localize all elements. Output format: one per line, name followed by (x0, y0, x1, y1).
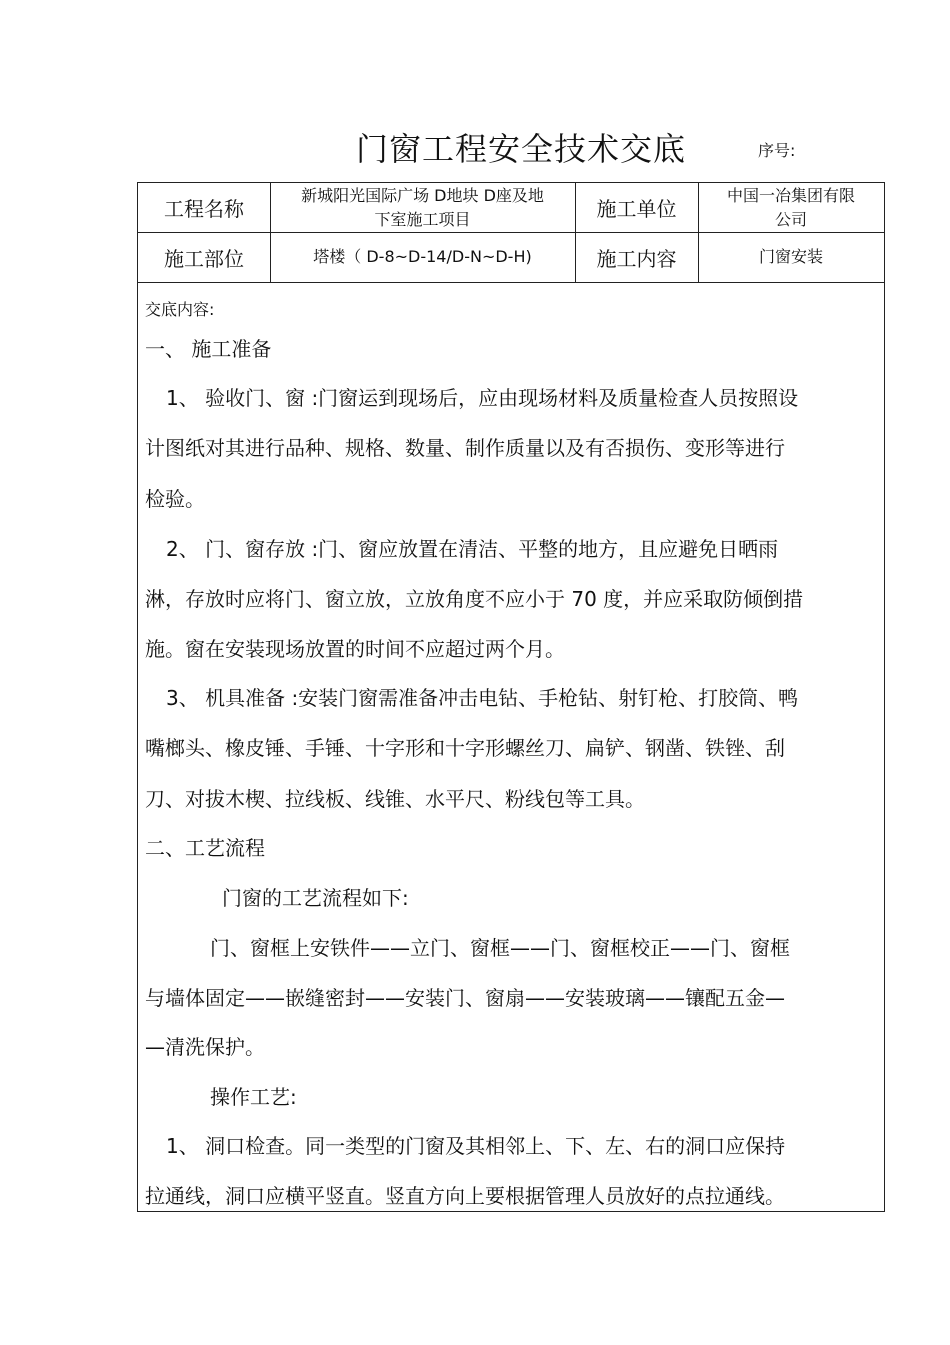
construction-content-value (698, 232, 884, 282)
serial-number-label: 序号: (758, 141, 796, 160)
construction-content-label-text: 施工内容 (596, 246, 677, 271)
subheading-operation: 操作工艺: (210, 1085, 297, 1109)
project-name-value (270, 183, 575, 232)
construction-unit-value (698, 183, 884, 232)
paragraph-line: 拉通线，洞口应横平竖直。竖直方向上要根据管理人员放好的点拉通线。 (145, 1184, 785, 1208)
section-heading-process: 二、工艺流程 (145, 836, 265, 860)
construction-content-label (575, 232, 698, 282)
paragraph-line: 刀、对拔木楔、拉线板、线锥、水平尺、粉线包等工具。 (145, 787, 645, 811)
project-name-line-2: 下室施工项目 (374, 209, 471, 229)
paragraph-line: 嘴榔头、橡皮锤、手锤、十字形和十字形螺丝刀、扁铲、钢凿、铁锉、刮 (145, 736, 785, 760)
row-divider (138, 282, 884, 283)
construction-location-text: 塔楼（ D-8~D-14/D-N~D-H) (313, 247, 532, 266)
construction-unit-label (575, 183, 698, 232)
paragraph-line: 门窗的工艺流程如下: (222, 886, 409, 910)
construction-location-value (270, 232, 575, 282)
project-name-label (138, 183, 270, 232)
project-name-label-text: 工程名称 (164, 197, 244, 221)
document-title: 门窗工程安全技术交底 (356, 130, 687, 168)
construction-unit-line-2: 公司 (774, 209, 807, 229)
construction-location-label (138, 232, 270, 282)
construction-unit-label-text: 施工单位 (596, 197, 677, 221)
paragraph-line: 1、 验收门、窗 :门窗运到现场后，应由现场材料及质量检查人员按照设 (166, 386, 799, 410)
paragraph-line: 与墙体固定——嵌缝密封——安装门、窗扇——安装玻璃——镶配五金— (145, 986, 785, 1010)
paragraph-line: 2、 门、窗存放 :门、窗应放置在清洁、平整的地方，且应避免日晒雨 (166, 537, 779, 561)
construction-content-text: 门窗安装 (758, 247, 823, 266)
paragraph-line: 门、窗框上安铁件——立门、窗框——门、窗框校正——门、窗框 (210, 936, 790, 960)
paragraph-line: 施。窗在安装现场放置的时间不应超过两个月。 (145, 637, 565, 661)
paragraph-line: 1、 洞口检查。同一类型的门窗及其相邻上、下、左、右的洞口应保持 (166, 1134, 786, 1158)
project-name-line-1: 新城阳光国际广场 D地块 D座及地 (301, 185, 544, 205)
construction-location-label-text: 施工部位 (164, 246, 244, 271)
content-heading: 交底内容: (145, 300, 215, 319)
paragraph-line: —清洗保护。 (145, 1035, 265, 1059)
paragraph-line: 计图纸对其进行品种、规格、数量、制作质量以及有否损伤、变形等进行 (145, 436, 785, 460)
paragraph-line: 3、 机具准备 :安装门窗需准备冲击电钻、手枪钻、射钉枪、打胶筒、鸭 (166, 686, 799, 710)
section-heading-preparation: 一、 施工准备 (145, 337, 272, 361)
construction-unit-line-1: 中国一冶集团有限 (726, 185, 855, 205)
paragraph-line: 淋，存放时应将门、窗立放，立放角度不应小于 70 度，并应采取防倾倒措 (145, 587, 804, 611)
paragraph-line: 检验。 (145, 487, 205, 511)
